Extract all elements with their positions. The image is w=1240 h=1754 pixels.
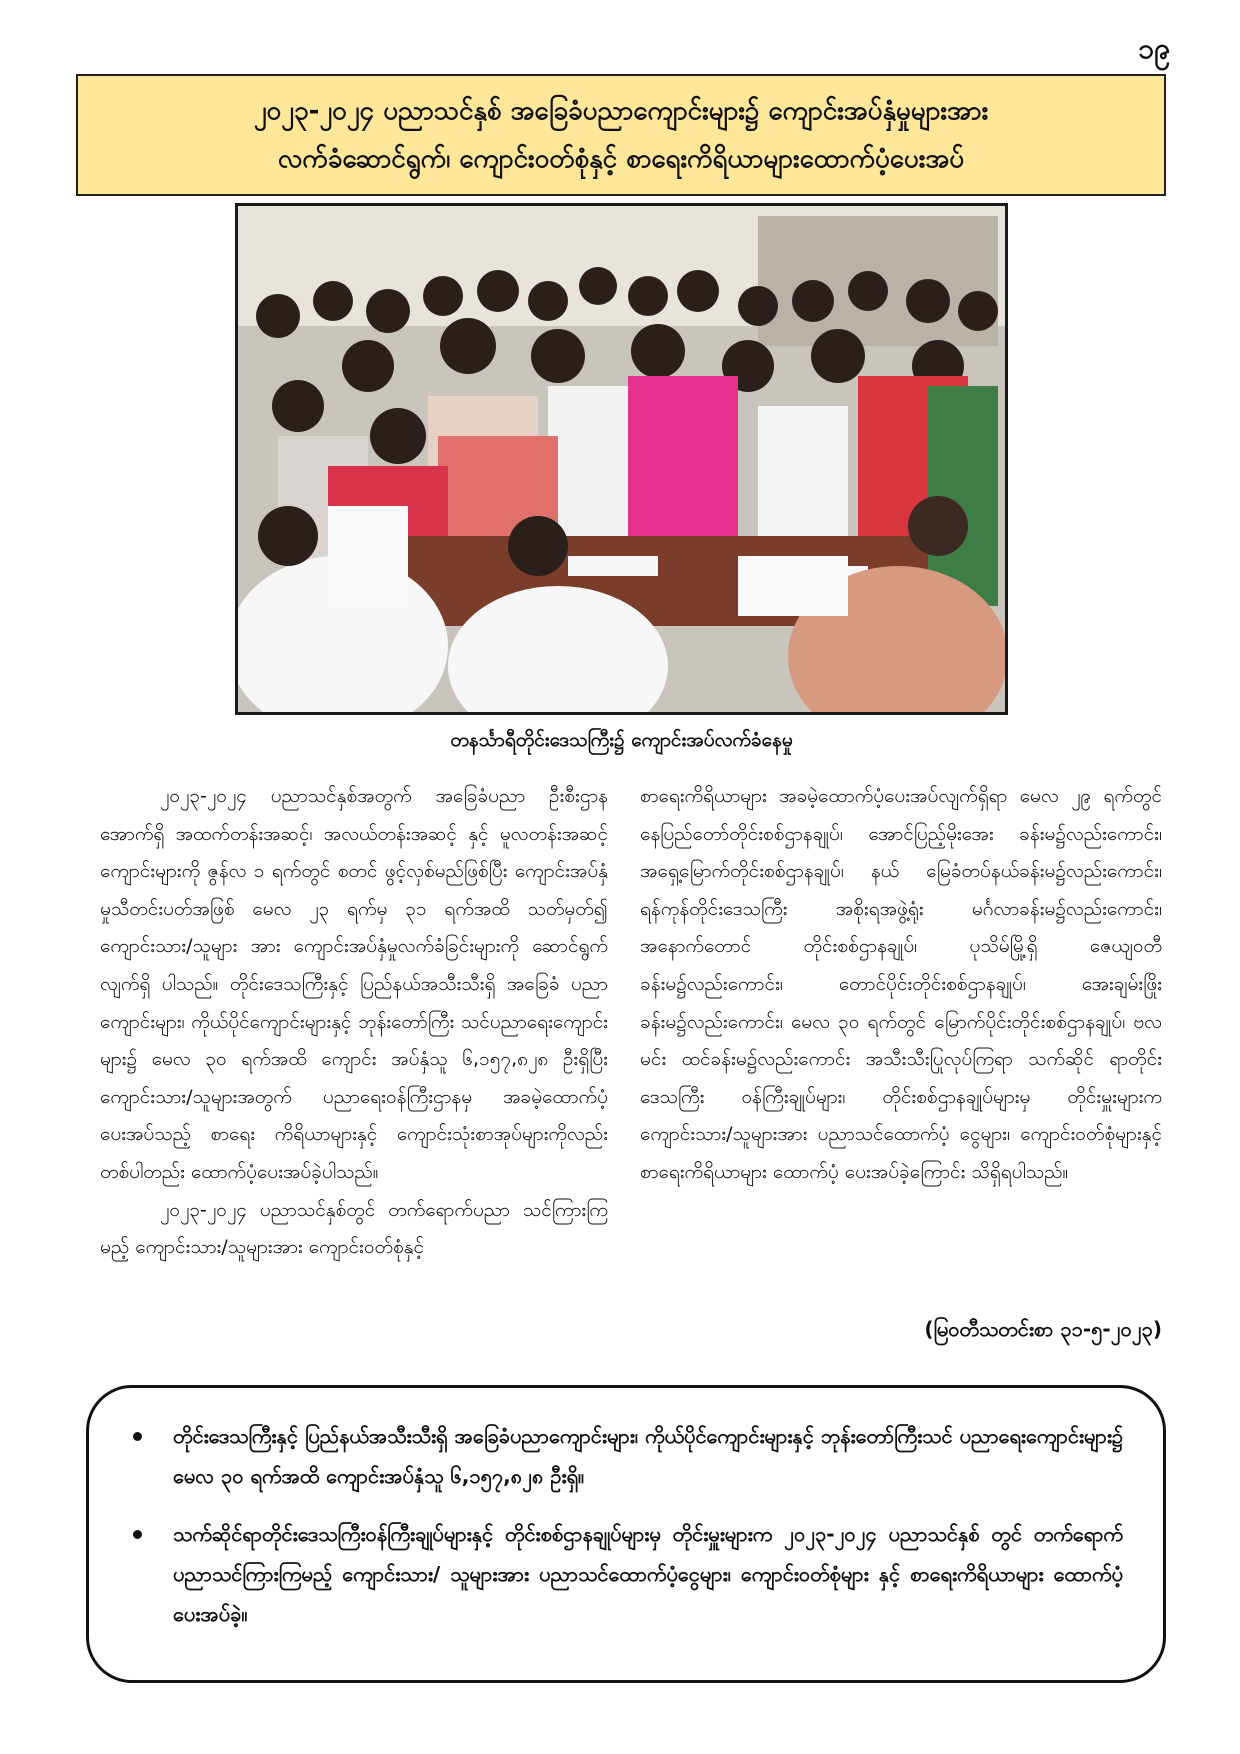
article-paragraph-3: စာရေးကိရိယာများ အခမဲ့ထောက်ပံ့ပေးအပ်လျက်ရှိရာ မေလ ၂၉ ရက်တွင် နေပြည်တော်တိုင်းစစ်ဌာနချုပ်၊ အောင်ပြည့်မိုးအေး ခန်းမ၌လည်းကောင်း၊ အရှေ့မြောက်တိုင်းစစ်ဌာနချုပ်၊ နယ် မြေခံတပ်နယ်ခန်းမ၌လည်းကောင်း၊ ရန်ကုန်တိုင်းဒေသကြီး အစိုးရအဖွဲ့ရုံး မင်္ဂလာခန်းမ၌လည်းကောင်း၊ အနောက်တောင် တိုင်းစစ်ဌာနချုပ်၊ ပုသိမ်မြို့ရှိ ဇေယျဝတီခန်းမ၌လည်းကောင်း၊ တောင်ပိုင်းတိုင်းစစ်ဌာနချုပ်၊ အေးချမ်းဖြိုးခန်းမ၌လည်းကောင်း၊ မေလ ၃၀ ရက်တွင် မြောက်ပိုင်းတိုင်းစစ်ဌာနချုပ်၊ ဗလမင်း ထင်ခန်းမ၌လည်းကောင်း အသီးသီးပြုလုပ်ကြရာ သက်ဆိုင် ရာတိုင်းဒေသကြီး ဝန်ကြီးချုပ်များ၊ တိုင်းစစ်ဌာနချုပ်များမှ တိုင်းမှူးများက ကျောင်းသား/သူများအား ပညာသင်ထောက်ပံ့ ငွေများ၊ ကျောင်းဝတ်စုံများနှင့် စာရေးကိရိယာများ ထောက်ပံ့ ပေးအပ်ခဲ့ကြောင်း သိရှိရပါသည်။: [640, 785, 1162, 1183]
article-paragraph-2: ၂၀၂၃-၂၀၂၄ ပညာသင်နှစ်တွင် တက်ရောက်ပညာ သင်ကြားကြမည့် ကျောင်းသား/သူများအား ကျောင်းဝတ်စုံနှင့်: [100, 1198, 608, 1259]
summary-box: [86, 1385, 1166, 1683]
summary-item-text: သက်ဆိုင်ရာတိုင်းဒေသကြီးဝန်ကြီးချုပ်များနှင့် တိုင်းစစ်ဌာနချုပ်များမှ တိုင်းမှူးများက ၂၀၂၃-၂၀၂၄ ပညာသင်နှစ် တွင် တက်ရောက်ပညာသင်ကြားကြမည့် ကျောင်းသား/ သူများအား ပညာသင်ထောက်ပံ့ငွေများ၊ ကျောင်းဝတ်စုံများ နှင့် စာရေးကိရိယာများ ထောက်ပံ့ပေးအပ်ခဲ့။: [173, 1522, 1123, 1626]
article-paragraph-1: ၂၀၂၃-၂၀၂၄ ပညာသင်နှစ်အတွက် အခြေခံပညာ ဦးစီးဌာနအောက်ရှိ အထက်တန်းအဆင့်၊ အလယ်တန်းအဆင့် နှင့် မူလတန်းအဆင့်ကျောင်းများကို ဇွန်လ ၁ ရက်တွင် စတင် ဖွင့်လှစ်မည်ဖြစ်ပြီး ကျောင်းအပ်နှံမှုသီတင်းပတ်အဖြစ် မေလ ၂၃ ရက်မှ ၃၁ ရက်အထိ သတ်မှတ်၍ ကျောင်းသား/သူများ အား ကျောင်းအပ်နှံမှုလက်ခံခြင်းများကို ဆောင်ရွက်လျက်ရှိ ပါသည်။ တိုင်းဒေသကြီးနှင့် ပြည်နယ်အသီးသီးရှိ အခြေခံ ပညာကျောင်းများ၊ ကိုယ်ပိုင်ကျောင်းများနှင့် ဘုန်းတော်ကြီး သင်ပညာရေးကျောင်းများ၌ မေလ ၃၀ ရက်အထိ ကျောင်း အပ်နှံသူ ၆,၁၅၇,၈၂၈ ဦးရှိပြီး ကျောင်းသား/သူများအတွက် ပညာရေးဝန်ကြီးဌာနမှ အခမဲ့ထောက်ပံ့ပေးအပ်သည့် စာရေး ကိရိယာများနှင့် ကျောင်းသုံးစာအုပ်များကိုလည်း တစ်ပါတည်း ထောက်ပံ့ပေးအပ်ခဲ့ပါသည်။: [100, 785, 608, 1183]
news-photo: [235, 203, 1008, 715]
photo-caption: တနင်္သာရီတိုင်းဒေသကြီး၌ ကျောင်းအပ်လက်ခံနေမှု: [450, 729, 793, 751]
summary-item-text: တိုင်းဒေသကြီးနှင့် ပြည်နယ်အသီးသီးရှိ အခြေခံပညာကျောင်းများ၊ ကိုယ်ပိုင်ကျောင်းများနှင့် ဘုန်းတော်ကြီးသင် ပညာရေးကျောင်းများ၌ မေလ ၃၀ ရက်အထိ ကျောင်းအပ်နှံသူ ၆,၁၅၇,၈၂၈ ဦးရှိ။: [173, 1424, 1123, 1488]
page-number: ၁၉: [1138, 32, 1170, 65]
article-right-column: [640, 778, 1162, 1192]
bullet-icon: [133, 1530, 142, 1539]
bullet-icon: [133, 1432, 142, 1441]
article-left-column: [100, 778, 608, 1267]
summary-item: [129, 1416, 1123, 1496]
photo-illustration: [238, 206, 1005, 712]
headline-box: [76, 74, 1166, 196]
headline-line-1: ၂၀၂၃-၂၀၂၄ ပညာသင်နှစ် အခြေခံပညာကျောင်းများ၌ ကျောင်းအပ်နှံမှုများအား: [253, 96, 989, 126]
source-citation: (မြဝတီသတင်းစာ ၃၁-၅-၂၀၂၃): [924, 1317, 1162, 1341]
headline-line-2: လက်ခံဆောင်ရွက်၊ ကျောင်းဝတ်စုံနှင့် စာရေးကိရိယာများထောက်ပံ့ပေးအပ်: [277, 144, 965, 174]
summary-list: [129, 1416, 1123, 1634]
summary-item: [129, 1514, 1123, 1634]
